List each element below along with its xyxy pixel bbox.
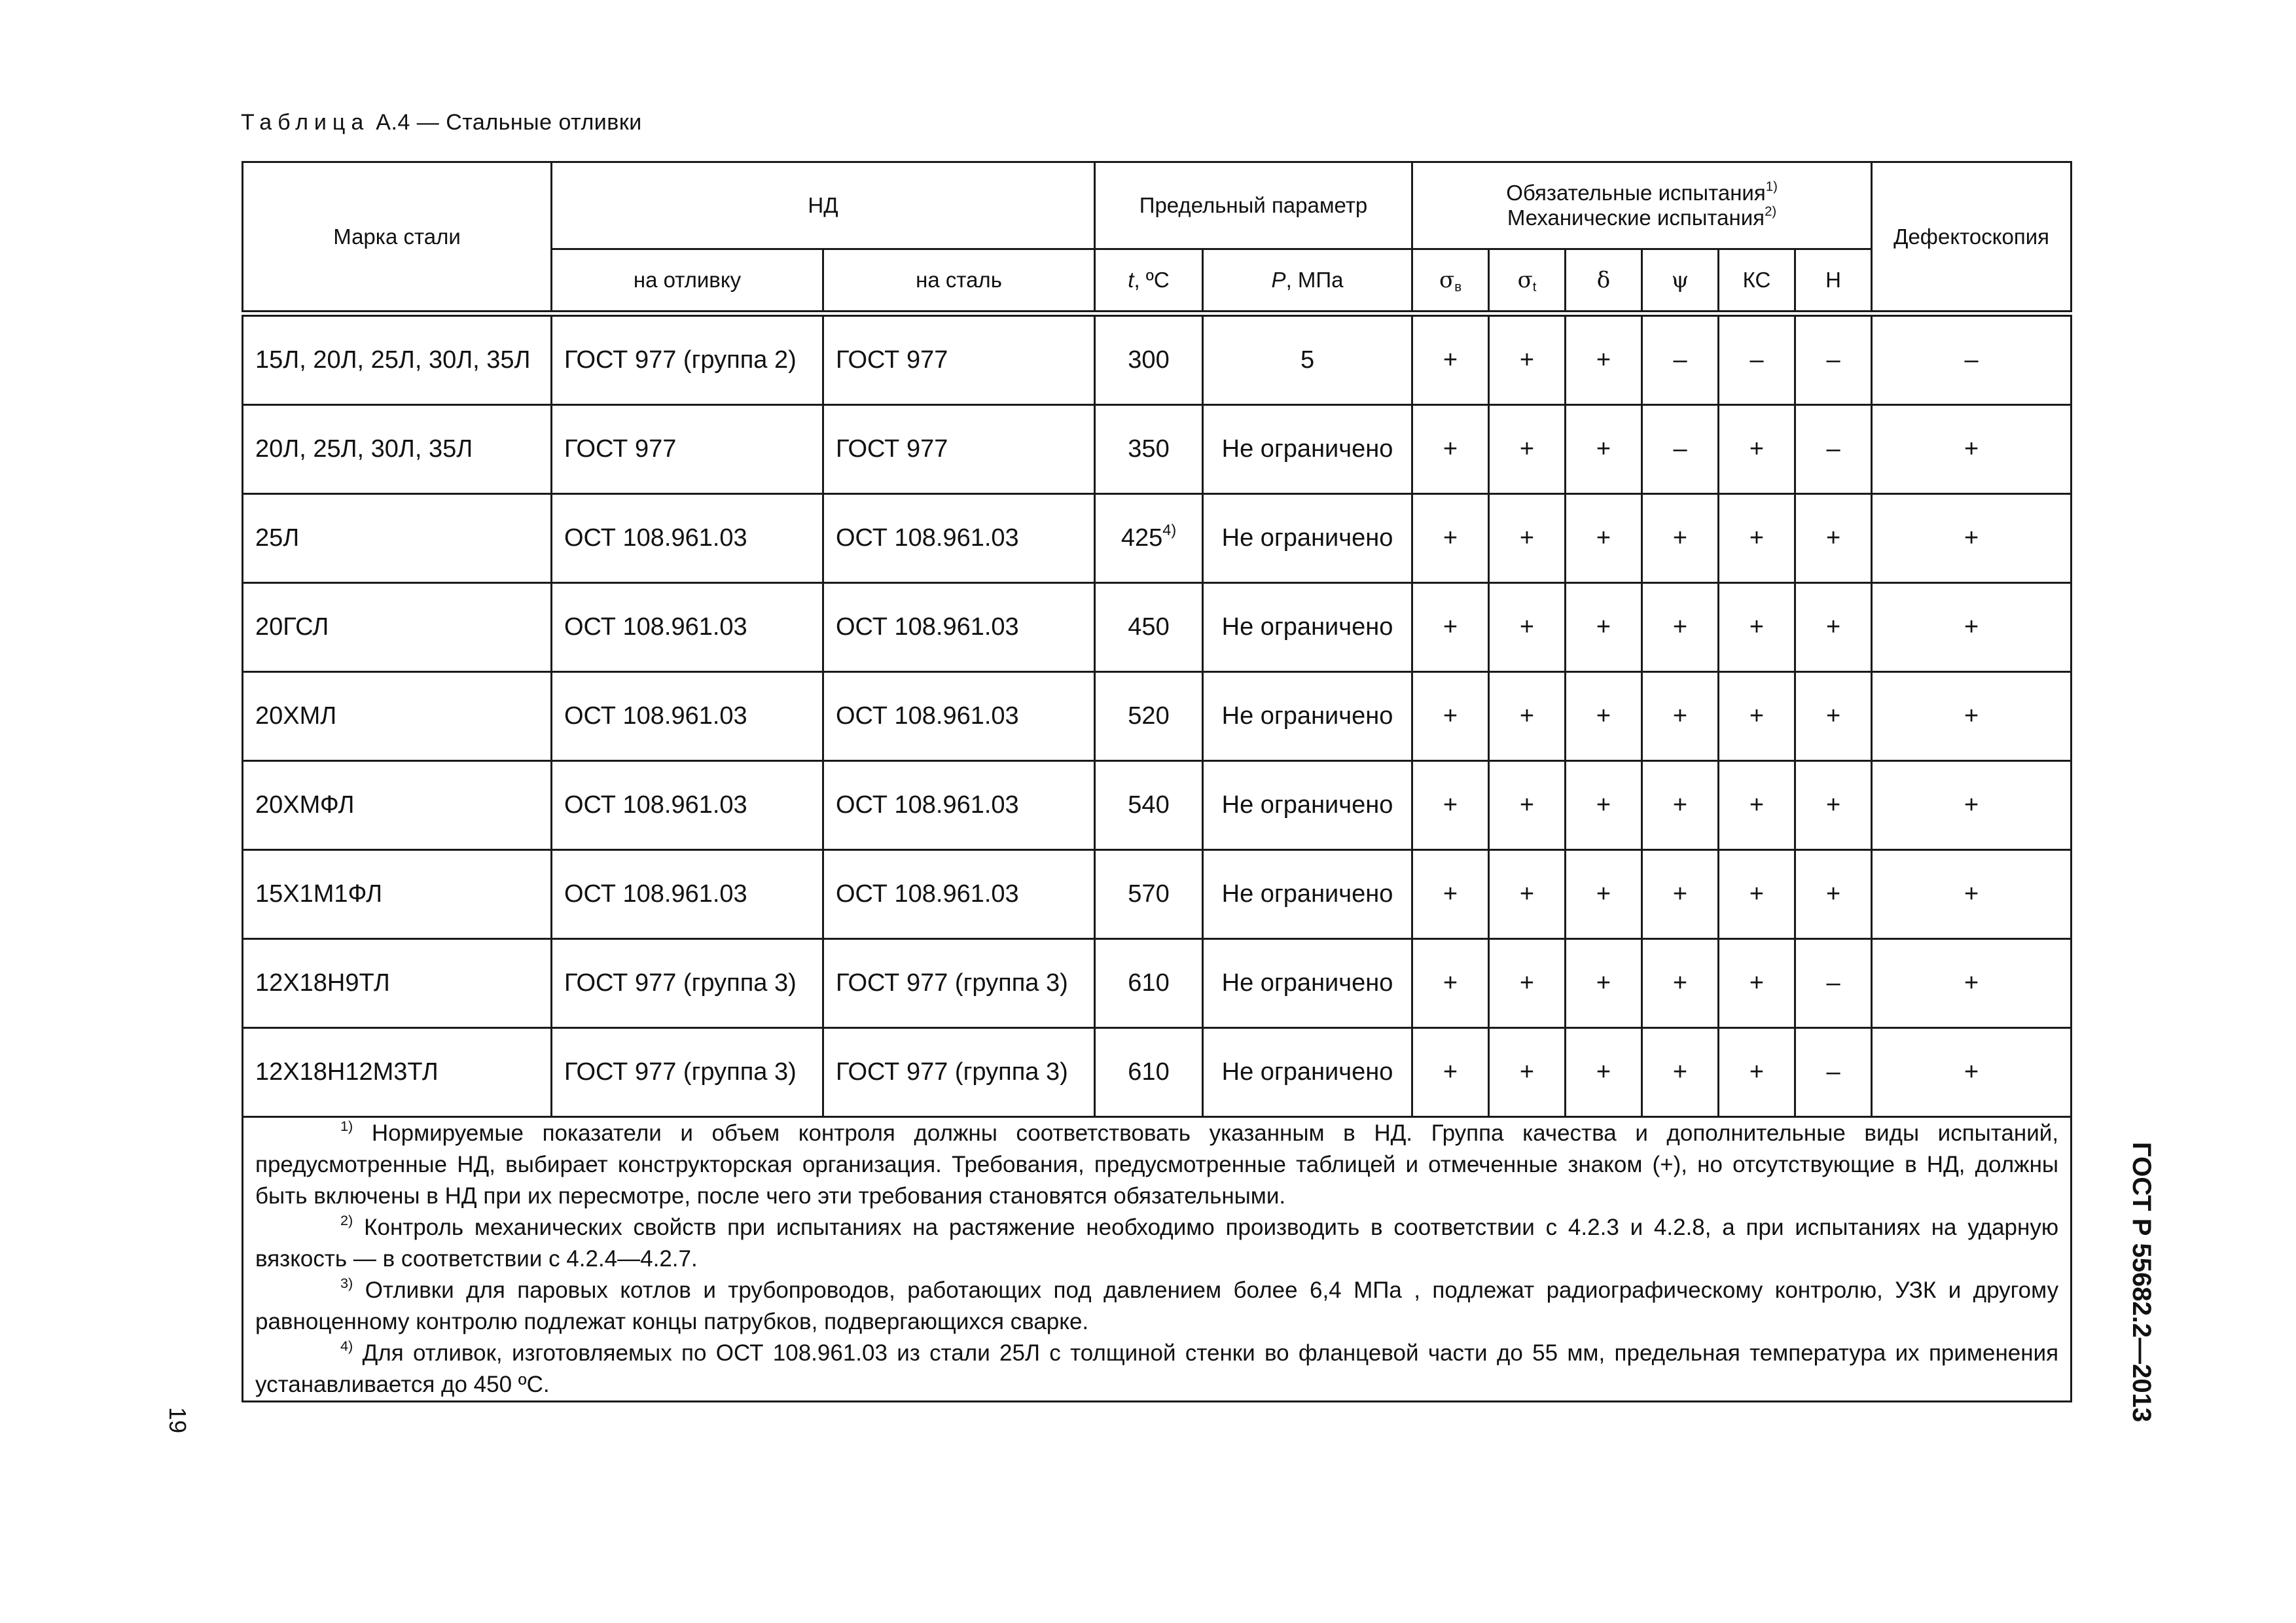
cell-grade: 12Х18Н12М3ТЛ [243, 1028, 552, 1117]
cell-grade: 15Х1М1ФЛ [243, 850, 552, 939]
cell-pressure: Не ограничено [1203, 850, 1412, 939]
cell-delta: + [1566, 313, 1642, 405]
cell-grade: 25Л [243, 494, 552, 583]
cell-h: + [1795, 761, 1872, 850]
cell-sigma-t: + [1489, 761, 1566, 850]
cell-psi: + [1642, 1028, 1719, 1117]
steel-castings-table [242, 161, 2072, 1402]
cell-psi: – [1642, 313, 1719, 405]
cell-psi: + [1642, 939, 1719, 1028]
page-number: 19 [164, 1407, 191, 1434]
cell-nd-steel: ОСТ 108.961.03 [823, 761, 1095, 850]
cell-nd-steel: ГОСТ 977 [823, 405, 1095, 494]
cell-sigma-b: + [1412, 1028, 1489, 1117]
header-temperature: t, ºС [1095, 249, 1203, 314]
cell-grade: 20ХМЛ [243, 672, 552, 761]
cell-sigma-t: + [1489, 494, 1566, 583]
table-row [243, 313, 2072, 405]
cell-ks: + [1719, 850, 1795, 939]
cell-psi: + [1642, 850, 1719, 939]
cell-temperature: 300 [1095, 313, 1203, 405]
temperature-footnote-mark: 4) [1162, 521, 1177, 539]
cell-pressure: Не ограничено [1203, 494, 1412, 583]
table-row [243, 405, 2072, 494]
cell-ks: + [1719, 405, 1795, 494]
footnote-2: $^{2)}$ Контроль механических свойств при испытаниях на растяжение необходимо производить в соответствии с 4.2.3 и 4.2.8, а при испытаниях на ударную вязкость — в соответствии с 4.2.4—4.2.7. [255, 1211, 2059, 1272]
cell-temperature: 570 [1095, 850, 1203, 939]
cell-defect: + [1872, 850, 2072, 939]
cell-nd-casting: ОСТ 108.961.03 [552, 761, 823, 850]
cell-nd-casting: ОСТ 108.961.03 [552, 583, 823, 672]
cell-temperature: 425$^{4)}$ [1095, 494, 1203, 583]
cell-sigma-t: + [1489, 405, 1566, 494]
cell-sigma-t: + [1489, 313, 1566, 405]
table-caption [241, 110, 642, 135]
header-mechanical: Механические испытания$^{2)}$ [1507, 204, 1777, 230]
cell-nd-casting: ОСТ 108.961.03 [552, 494, 823, 583]
cell-defect: + [1872, 583, 2072, 672]
header-nd: НД [552, 162, 1095, 249]
cell-pressure: 5 [1203, 313, 1412, 405]
header-nd-steel: на сталь [823, 249, 1095, 314]
cell-nd-steel: ГОСТ 977 (группа 3) [823, 939, 1095, 1028]
cell-temperature: 520 [1095, 672, 1203, 761]
cell-psi: – [1642, 405, 1719, 494]
cell-ks: – [1719, 313, 1795, 405]
header-limit: Предельный параметр [1095, 162, 1412, 249]
cell-h: + [1795, 850, 1872, 939]
cell-psi: + [1642, 672, 1719, 761]
header-grade: Марка стали [243, 162, 552, 314]
cell-temperature: 610 [1095, 939, 1203, 1028]
cell-nd-steel: ГОСТ 977 (группа 3) [823, 1028, 1095, 1117]
cell-grade: 20ГСЛ [243, 583, 552, 672]
cell-pressure: Не ограничено [1203, 583, 1412, 672]
table-row [243, 850, 2072, 939]
cell-ks: + [1719, 672, 1795, 761]
cell-temperature: 350 [1095, 405, 1203, 494]
cell-delta: + [1566, 583, 1642, 672]
cell-sigma-t: + [1489, 583, 1566, 672]
cell-delta: + [1566, 672, 1642, 761]
document-designation: ГОСТ Р 55682.2—2013 [2127, 1142, 2156, 1423]
cell-sigma-b: + [1412, 405, 1489, 494]
footnote-3: $^{3)}$ Отливки для паровых котлов и трубопроводов, работающих под давлением более 6,4 МПа , подлежат радиографическому контролю, УЗК и другому равноценному контролю подлежат концы патрубков, подвергающихся сварке. [255, 1274, 2059, 1334]
cell-sigma-b: + [1412, 313, 1489, 405]
header-sigma-b: $\sigma_в$ [1412, 249, 1489, 314]
cell-sigma-b: + [1412, 672, 1489, 761]
table-row [243, 583, 2072, 672]
cell-nd-casting: ГОСТ 977 (группа 2) [552, 313, 823, 405]
cell-grade: 20Л, 25Л, 30Л, 35Л [243, 405, 552, 494]
cell-temperature: 610 [1095, 1028, 1203, 1117]
cell-defect: + [1872, 1028, 2072, 1117]
header-mandatory: Обязательные испытания$^{1)}$ [1506, 179, 1778, 205]
cell-h: – [1795, 939, 1872, 1028]
cell-sigma-b: + [1412, 761, 1489, 850]
cell-defect: + [1872, 672, 2072, 761]
caption-label: Таблица [241, 110, 370, 135]
cell-nd-casting: ГОСТ 977 (группа 3) [552, 939, 823, 1028]
cell-sigma-t: + [1489, 1028, 1566, 1117]
header-sigma-t: $\sigma_t$ [1489, 249, 1566, 314]
cell-delta: + [1566, 939, 1642, 1028]
cell-psi: + [1642, 583, 1719, 672]
table-row [243, 939, 2072, 1028]
table-row [243, 1028, 2072, 1117]
cell-ks: + [1719, 761, 1795, 850]
cell-sigma-t: + [1489, 850, 1566, 939]
cell-delta: + [1566, 494, 1642, 583]
cell-sigma-b: + [1412, 939, 1489, 1028]
notes-row [243, 1117, 2072, 1402]
cell-delta: + [1566, 405, 1642, 494]
table-row [243, 761, 2072, 850]
cell-sigma-b: + [1412, 494, 1489, 583]
cell-ks: + [1719, 1028, 1795, 1117]
cell-nd-casting: ГОСТ 977 [552, 405, 823, 494]
footnote-1: $^{1)}$ Нормируемые показатели и объем контроля должны соответствовать указанным в НД. Группа качества и дополнительные виды испытаний, предусмотренные НД, выбирает конструкторская организация. Требования, предусмотренные таблицей и отмеченные знаком (+), но отсутствующие в НД, должны быть включены в НД при их пересмотре, после чего эти требования становятся обязательными. [255, 1117, 2059, 1209]
header-delta: δ [1566, 249, 1642, 314]
cell-sigma-b: + [1412, 583, 1489, 672]
header-defect: Дефектоскопия [1872, 162, 2072, 314]
cell-grade: 20ХМФЛ [243, 761, 552, 850]
cell-grade: 15Л, 20Л, 25Л, 30Л, 35Л [243, 313, 552, 405]
cell-sigma-t: + [1489, 672, 1566, 761]
cell-h: + [1795, 494, 1872, 583]
cell-h: + [1795, 672, 1872, 761]
cell-defect: + [1872, 405, 2072, 494]
table-notes [243, 1117, 2072, 1402]
table-row [243, 672, 2072, 761]
cell-defect: – [1872, 313, 2072, 405]
cell-delta: + [1566, 761, 1642, 850]
cell-psi: + [1642, 494, 1719, 583]
cell-h: – [1795, 313, 1872, 405]
cell-defect: + [1872, 939, 2072, 1028]
cell-psi: + [1642, 761, 1719, 850]
cell-pressure: Не ограничено [1203, 761, 1412, 850]
cell-nd-casting: ГОСТ 977 (группа 3) [552, 1028, 823, 1117]
cell-nd-steel: ОСТ 108.961.03 [823, 494, 1095, 583]
header-ks: КС [1719, 249, 1795, 314]
cell-h: – [1795, 1028, 1872, 1117]
footnote-4: $^{4)}$ Для отливок, изготовляемых по ОСТ 108.961.03 из стали 25Л с толщиной стенки во фланцевой части до 55 мм, предельная температура их применения устанавливается до 450 ºС. [255, 1337, 2059, 1397]
cell-sigma-b: + [1412, 850, 1489, 939]
cell-nd-steel: ГОСТ 977 [823, 313, 1095, 405]
cell-nd-steel: ОСТ 108.961.03 [823, 583, 1095, 672]
cell-pressure: Не ограничено [1203, 1028, 1412, 1117]
cell-temperature: 450 [1095, 583, 1203, 672]
cell-h: + [1795, 583, 1872, 672]
table-row [243, 494, 2072, 583]
cell-temperature: 540 [1095, 761, 1203, 850]
header-psi: ψ [1642, 249, 1719, 314]
header-nd-casting: на отливку [552, 249, 823, 314]
cell-defect: + [1872, 761, 2072, 850]
cell-defect: + [1872, 494, 2072, 583]
header-tests [1412, 162, 1872, 249]
cell-nd-casting: ОСТ 108.961.03 [552, 850, 823, 939]
header-pressure: Р, МПа [1203, 249, 1412, 314]
cell-grade: 12Х18Н9ТЛ [243, 939, 552, 1028]
cell-ks: + [1719, 494, 1795, 583]
cell-nd-steel: ОСТ 108.961.03 [823, 672, 1095, 761]
cell-ks: + [1719, 583, 1795, 672]
cell-sigma-t: + [1489, 939, 1566, 1028]
cell-pressure: Не ограничено [1203, 939, 1412, 1028]
cell-h: – [1795, 405, 1872, 494]
cell-nd-casting: ОСТ 108.961.03 [552, 672, 823, 761]
caption-text: А.4 — Стальные отливки [376, 110, 642, 135]
cell-pressure: Не ограничено [1203, 405, 1412, 494]
cell-ks: + [1719, 939, 1795, 1028]
cell-pressure: Не ограничено [1203, 672, 1412, 761]
cell-nd-steel: ОСТ 108.961.03 [823, 850, 1095, 939]
cell-delta: + [1566, 1028, 1642, 1117]
cell-delta: + [1566, 850, 1642, 939]
header-h: Н [1795, 249, 1872, 314]
